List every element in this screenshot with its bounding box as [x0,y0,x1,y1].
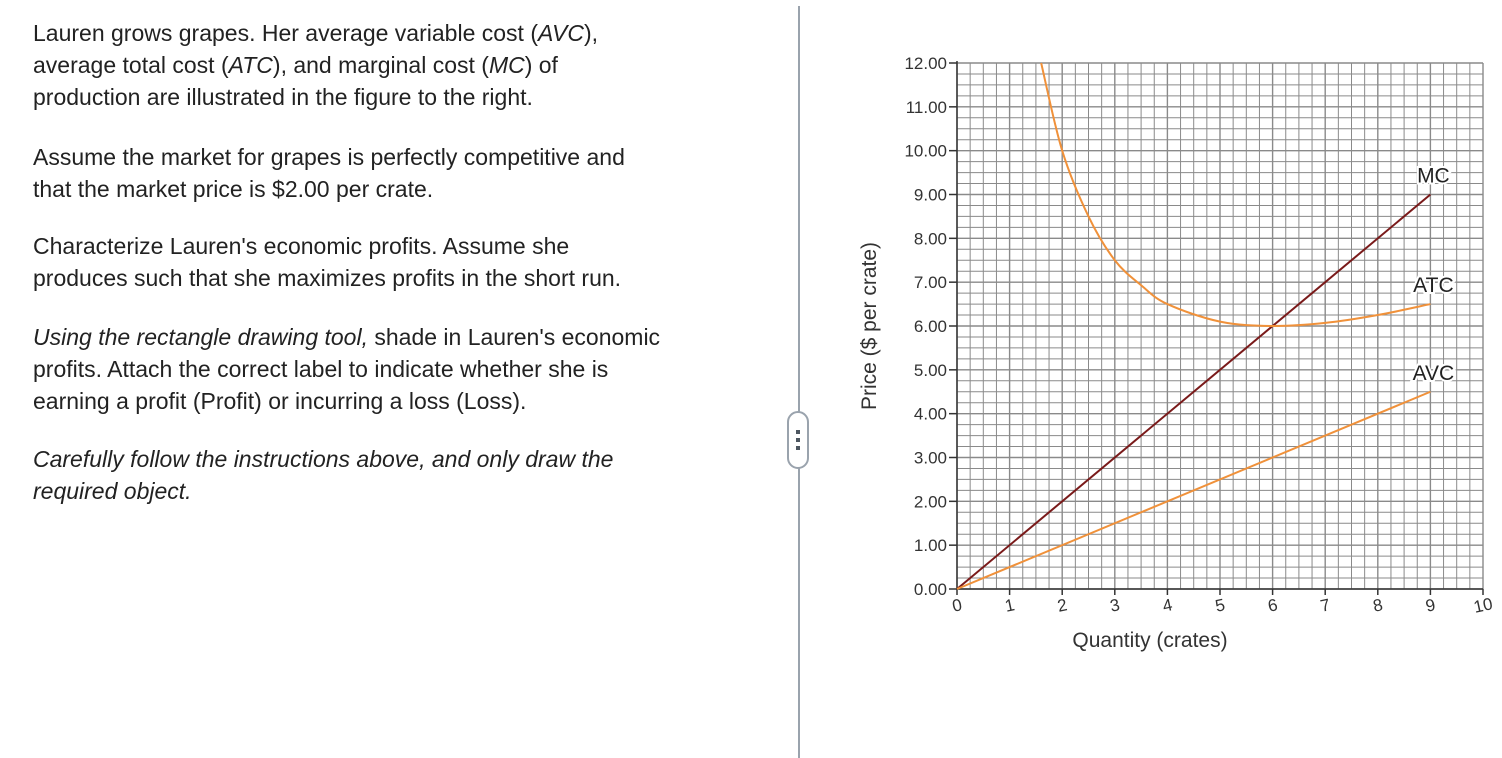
x-tick-label: 0 [950,595,964,616]
y-tick-label: 7.00 [913,273,947,293]
x-tick-label: 10 [1471,594,1495,617]
pane-resize-handle[interactable] [787,411,809,469]
grip-dot [796,446,800,450]
y-tick-label: 11.00 [905,97,947,117]
grid [957,63,1483,589]
y-tick-label: 10.00 [904,141,947,161]
x-tick-label: 2 [1055,595,1069,616]
x-tick-label: 1 [1003,595,1017,616]
labels [858,54,1494,652]
y-axis-title: Price ($ per crate) [858,241,881,411]
x-tick-label: 8 [1371,595,1385,616]
y-tick-label: 8.00 [913,229,947,249]
grip-dot [796,430,800,434]
problem-paragraph-1: Lauren grows grapes. Her average variable cost (AVC), average total cost (ATC), and marginal cost (MC) of production are illustrated in the figure to the right. [33,20,599,110]
y-tick-label: 0.00 [913,580,947,599]
cost-curves-chart[interactable] [820,0,1502,758]
pane-divider [798,6,800,758]
y-tick-label: 1.00 [913,536,947,556]
series-mc-label: MC [1417,164,1450,188]
y-tick-label: 4.00 [913,404,947,424]
y-tick-label: 2.00 [913,492,947,512]
y-tick-label: 5.00 [913,360,947,380]
x-tick-label: 5 [1213,595,1227,616]
x-tick-label: 3 [1108,595,1122,616]
problem-paragraph-5: Carefully follow the instructions above, and only draw the required object. [33,446,614,504]
x-tick-label: 7 [1318,595,1332,616]
y-tick-label: 6.00 [913,317,947,336]
y-tick-label: 12.00 [904,54,947,73]
x-tick-label: 6 [1266,595,1280,616]
x-tick-label: 9 [1423,595,1438,616]
grip-dot [796,438,800,442]
series-atc-label: ATC [1413,274,1454,298]
axes [949,61,1483,595]
problem-paragraph-3: Characterize Lauren's economic profits. Assume she produces such that she maximizes profits in the short run. [33,233,622,291]
problem-paragraph-4: Using the rectangle drawing tool, shade in Lauren's economic profits. Attach the correct label to indicate whether she is earning a profit (Profit) or incurring a loss (Loss). [33,324,661,414]
series-avc-label: AVC [1412,361,1455,385]
x-axis-title: Quantity (crates) [1072,629,1228,652]
problem-paragraph-2: Assume the market for grapes is perfectly competitive and that the market price is $2.00 per crate. [33,144,625,202]
y-tick-label: 3.00 [913,448,947,468]
x-tick-label: 4 [1160,595,1175,616]
chart-pane [820,0,1502,758]
y-tick-label: 9.00 [913,185,947,205]
